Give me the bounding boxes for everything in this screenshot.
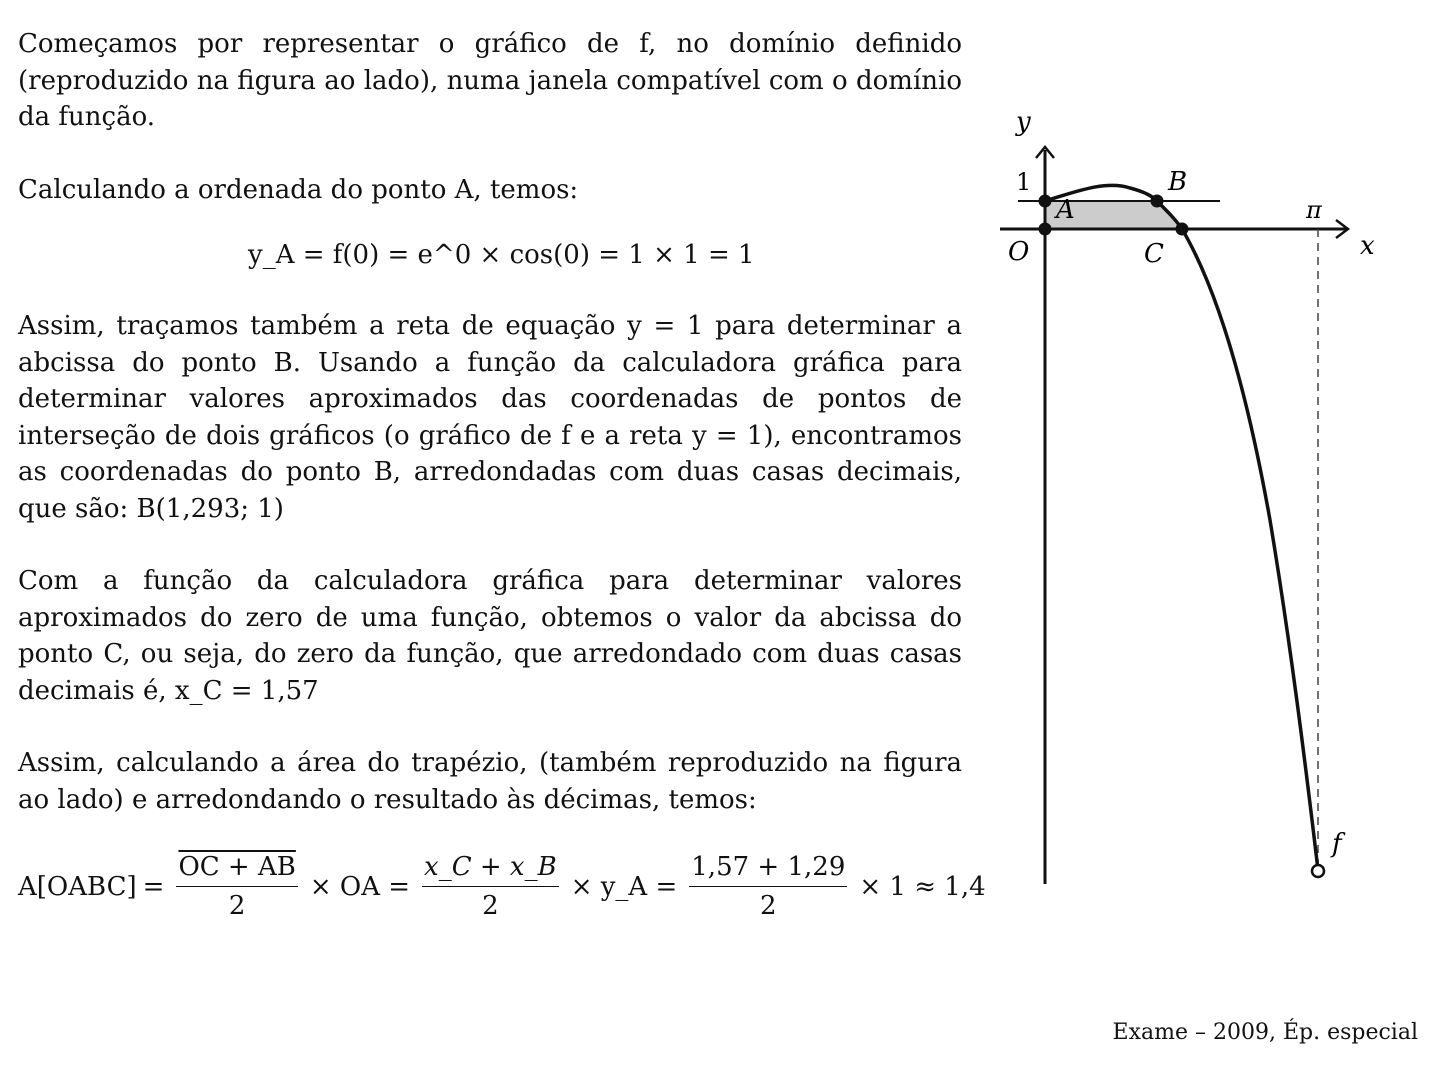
equation-ya: y_A = f(0) = e^0 × cos(0) = 1 × 1 = 1 [248,240,755,270]
origin-label: O [1008,237,1030,267]
point-o-marker [1039,223,1052,236]
fraction-abscissas-denominator: 2 [482,891,499,921]
point-b-label: B [1168,167,1188,197]
point-b-marker [1151,195,1164,208]
paragraph-intro: Começamos por representar o gráfico de f, no domínio definido (reproduzido na figura ao lado), numa janela compatível com o domínio da função. [18,29,962,132]
fraction-values [689,852,847,921]
equation-area: A[OABC] = $\frac{OC + AB}{2}$ × OA = $\frac{x\_C + x\_B}{2}$ × y_A = $\frac{1,57 + 1,29}{2}$ × 1 ≈ 1,4 [18,852,986,921]
area-result: × 1 ≈ 1,4 [859,871,986,902]
fraction-values-denominator: 2 [760,891,777,921]
area-lhs: A[OABC] [18,871,137,902]
fraction-segments [176,852,297,921]
one-label: 1 [1016,168,1032,196]
paragraph-point-b: Assim, traçamos também a reta de equação y = 1 para determinar a abcissa do ponto B. Usando a função da calculadora gráfica para determinar valores aproximados das coordenadas de pontos de interseção de dois gráficos (o gráfico de f e a reta y = 1), encontramos as coordenadas do ponto B, arredondadas com duas casas decimais, que são: B(1,293; 1) [18,311,962,524]
point-a-label: A [1056,195,1075,225]
times-oa: × OA = [309,871,411,902]
point-a-marker [1039,195,1052,208]
function-curve [1045,185,1318,870]
text-column [18,26,962,818]
fraction-segments-denominator: 2 [228,891,246,921]
fraction-values-numerator: 1,57 + 1,29 [689,852,847,887]
fraction-abscissas [422,852,559,921]
fraction-segments-numerator: OC + AB [176,852,297,887]
function-graph [990,100,1410,900]
paragraph-ordinate-a: Calculando a ordenada do ponto A, temos: [18,174,579,205]
pi-label: π [1306,196,1322,224]
y-axis-label: y [1016,107,1031,137]
x-axis-label: x [1360,231,1375,261]
open-endpoint-marker [1312,865,1324,877]
function-label: f [1332,829,1342,859]
paragraph-area: Assim, calculando a área do trapézio, (também reproduzido na figura ao lado) e arredondando o resultado às décimas, temos: [18,748,962,815]
point-c-marker [1176,223,1189,236]
fraction-abscissas-numerator: x_C + x_B [422,852,559,887]
times-ya: × y_A = [570,871,678,902]
paragraph-point-c: Com a função da calculadora gráfica para determinar valores aproximados do zero de uma função, obtemos o valor da abcissa do ponto C, ou seja, do zero da função, que arredondado com duas casas decimais é, x_C = 1,57 [18,566,962,706]
exam-source: Exame – 2009, Ép. especial [1112,1020,1418,1045]
point-c-label: C [1144,239,1164,269]
